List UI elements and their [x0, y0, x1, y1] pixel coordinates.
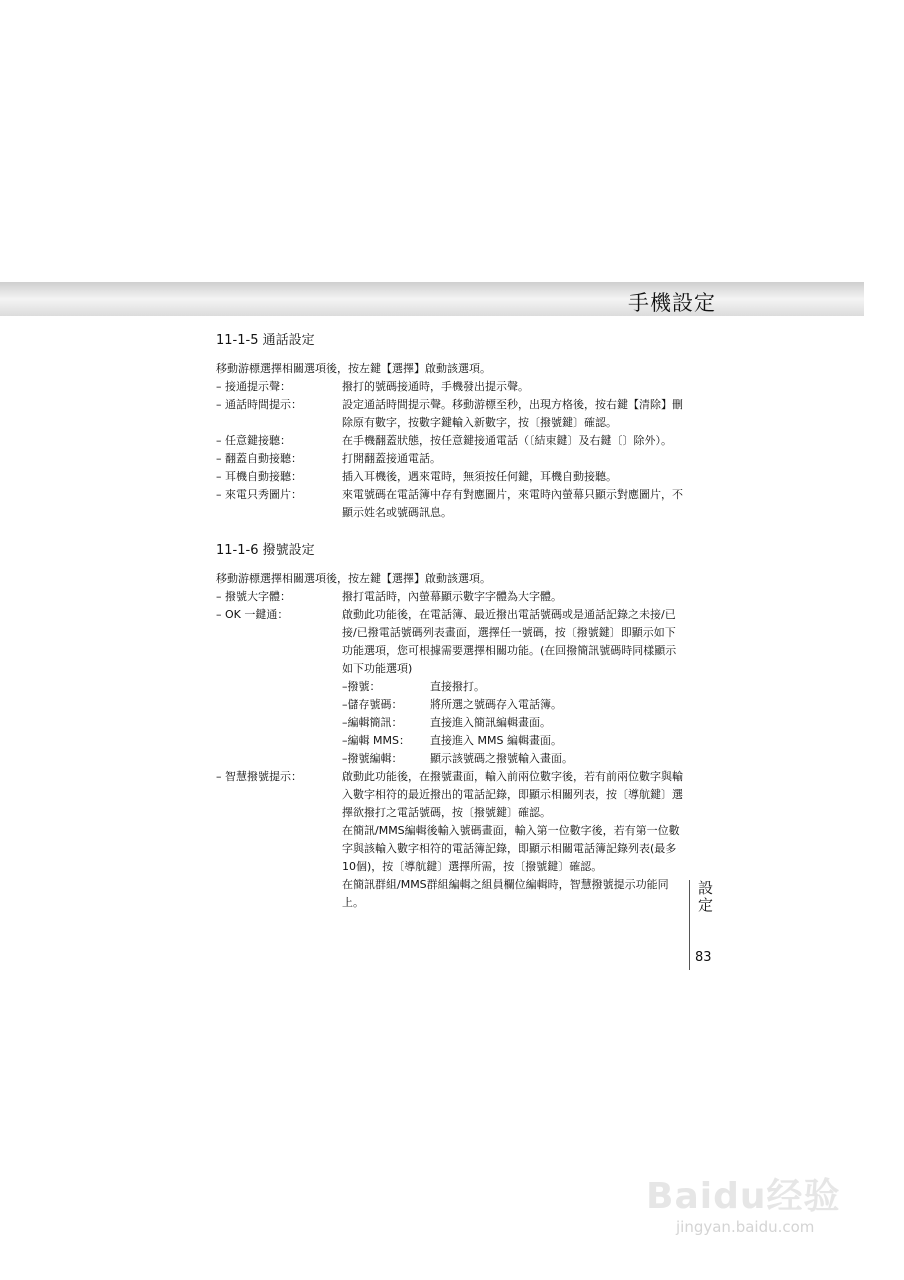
sub-option-row	[342, 750, 686, 768]
setting-row	[216, 606, 686, 678]
section-title-call-settings: 11-1-5 通話設定	[216, 333, 315, 348]
setting-row	[216, 768, 686, 822]
sub-option-row	[342, 714, 686, 732]
setting-row	[216, 378, 686, 396]
sub-option-description: 直接進入簡訊編輯畫面。	[430, 716, 551, 729]
sub-option-label: –儲存號碼：	[342, 698, 403, 711]
chapter-tab: 設定	[696, 880, 714, 914]
setting-row	[216, 450, 686, 468]
sub-option-row	[342, 696, 686, 714]
sub-option-row	[342, 678, 686, 696]
page-number: 83	[695, 950, 712, 965]
setting-row	[216, 468, 686, 486]
setting-description: 來電號碼在電話簿中存有對應圖片，來電時內螢幕只顯示對應圖片，不顯示姓名或號碼訊息。	[342, 488, 683, 519]
watermark-logo: Baidu经验	[646, 1176, 841, 1217]
setting-description: 在手機翻蓋狀態，按任意鍵接通電話（〔結束鍵〕及右鍵〔〕除外）。	[342, 434, 672, 447]
sub-option-description: 將所選之號碼存入電話簿。	[430, 698, 562, 711]
header-band	[0, 282, 864, 316]
page-title: 手機設定	[628, 291, 716, 315]
setting-label: – OK 一鍵通：	[216, 608, 289, 621]
setting-description: 撥打電話時，內螢幕顯示數字字體為大字體。	[342, 590, 562, 603]
sub-option-description: 顯示該號碼之撥號輸入畫面。	[430, 752, 573, 765]
setting-description: 設定通話時間提示聲。移動游標至秒，出現方格後，按右鍵【清除】刪除原有數字，按數字鍵輸入新數字，按〔撥號鍵〕確認。	[342, 398, 683, 429]
section-title-dial-settings: 11-1-6 撥號設定	[216, 543, 315, 558]
setting-label: – 智慧撥號提示：	[216, 770, 302, 783]
sub-option-label: –撥號：	[342, 680, 381, 693]
setting-description: 撥打的號碼接通時，手機發出提示聲。	[342, 380, 529, 393]
setting-description-extra: 在簡訊/MMS編輯後輸入號碼畫面，輸入第一位數字後，若有第一位數字與該輸入數字相符的電話簿記錄，即顯示相關電話簿記錄列表(最多10個)，按〔導航鍵〕選擇所需，按〔撥號鍵〕確認。	[342, 824, 680, 873]
setting-label: – 撥號大字體：	[216, 590, 291, 603]
setting-label: – 通話時間提示：	[216, 398, 302, 411]
setting-label: – 來電只秀圖片：	[216, 488, 302, 501]
setting-row	[216, 486, 686, 522]
sub-option-label: –編輯 MMS：	[342, 734, 410, 747]
sub-option-description: 直接進入 MMS 編輯畫面。	[430, 734, 562, 747]
sub-option-row	[342, 732, 686, 750]
setting-row	[216, 396, 686, 432]
setting-description: 插入耳機後，遇來電時，無須按任何鍵，耳機自動接聽。	[342, 470, 617, 483]
watermark-url: jingyan.baidu.com	[676, 1218, 815, 1236]
setting-description: 打開翻蓋接通電話。	[342, 452, 441, 465]
setting-description: 啟動此功能後，在撥號畫面，輸入前兩位數字後，若有前兩位數字與輸入數字相符的最近撥出的電話記錄，即顯示相關列表，按〔導航鍵〕選擇欲撥打之電話號碼，按〔撥號鍵〕確認。	[342, 770, 683, 819]
side-divider	[689, 880, 690, 970]
setting-description-extra: 在簡訊群組/MMS群組編輯之組員欄位編輯時，智慧撥號提示功能同上。	[342, 878, 669, 909]
setting-label: – 任意鍵接聽：	[216, 434, 291, 447]
setting-label: – 耳機自動接聽：	[216, 470, 302, 483]
setting-row	[216, 588, 686, 606]
sub-option-label: –撥號編輯：	[342, 752, 403, 765]
sub-option-label: –編輯簡訊：	[342, 716, 403, 729]
content	[216, 332, 686, 912]
setting-row	[216, 432, 686, 450]
sub-option-description: 直接撥打。	[430, 680, 485, 693]
section-gap	[216, 522, 686, 542]
setting-description: 啟動此功能後，在電話簿、最近撥出電話號碼或是通話記錄之未接/已接/已撥電話號碼列表畫面，選擇任一號碼，按〔撥號鍵〕即顯示如下功能選項，您可根據需要選擇相關功能。(在回撥簡訊號碼時同樣顯示如下功能選項)	[342, 608, 677, 675]
setting-label: – 翻蓋自動接聽：	[216, 452, 302, 465]
setting-label: – 接通提示聲：	[216, 380, 291, 393]
section-intro: 移動游標選擇相關選項後，按左鍵【選擇】啟動該選項。	[216, 362, 491, 375]
section-intro: 移動游標選擇相關選項後，按左鍵【選擇】啟動該選項。	[216, 572, 491, 585]
